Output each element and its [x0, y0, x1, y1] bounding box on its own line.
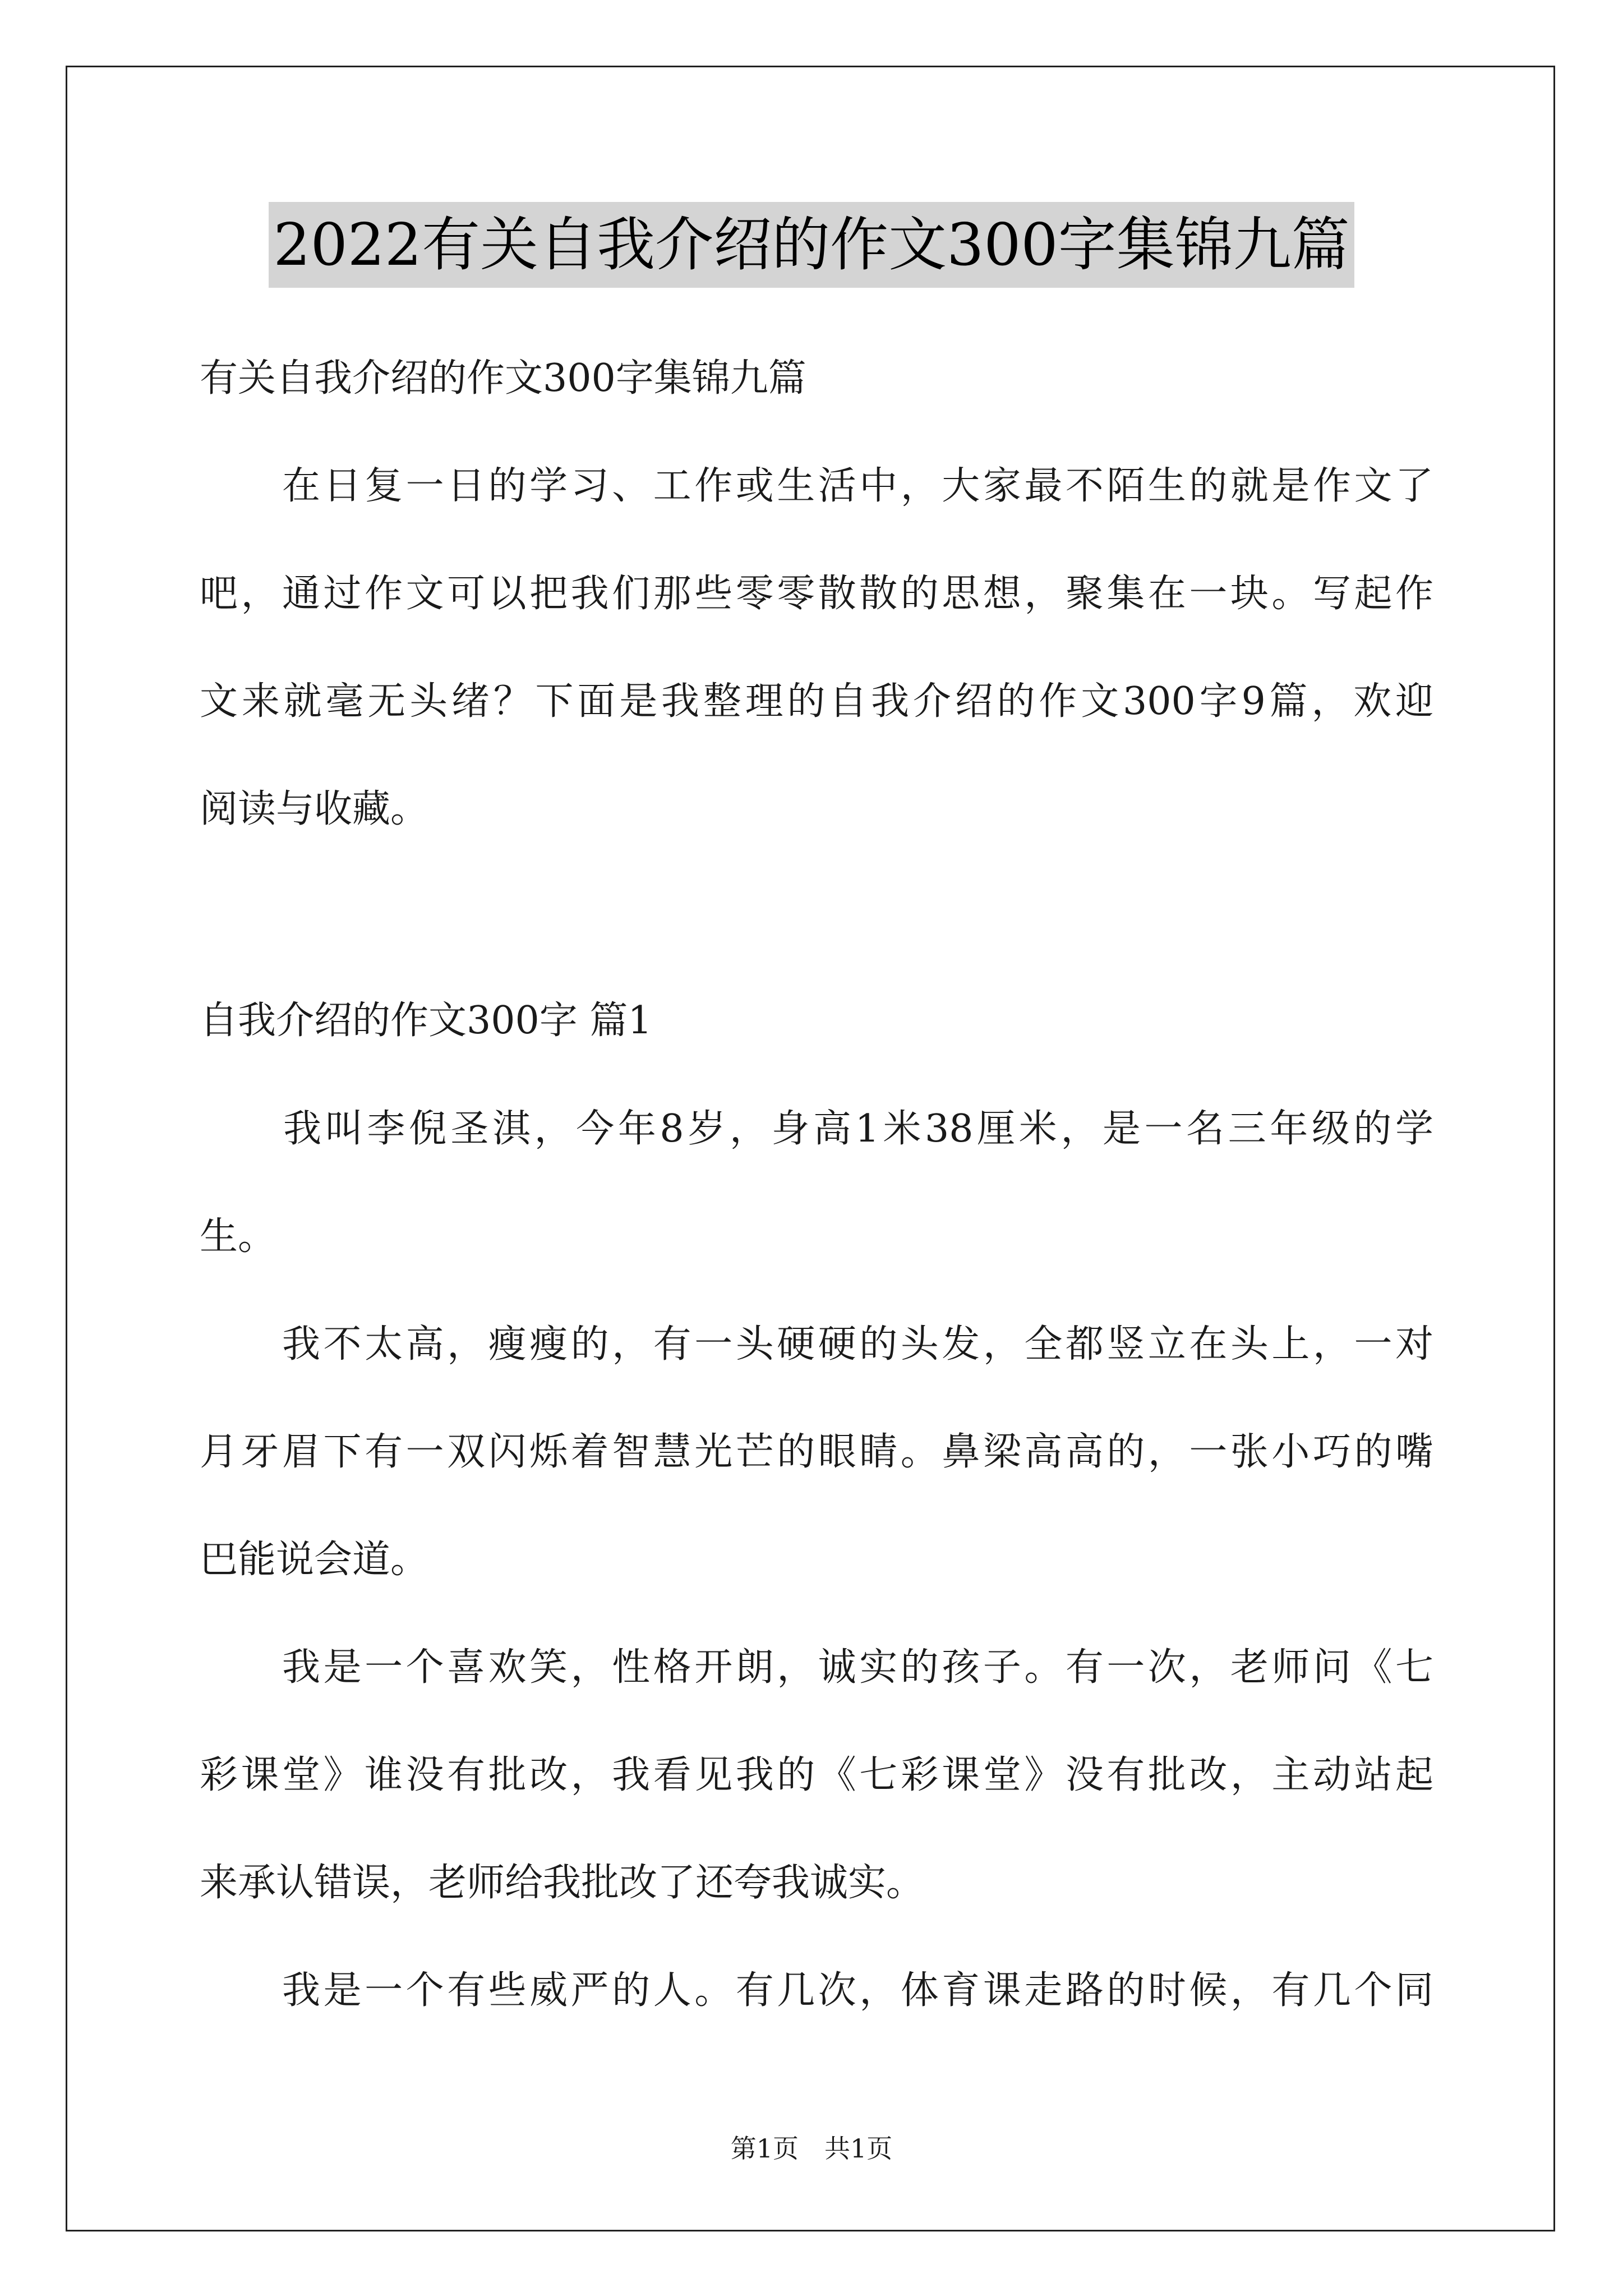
paragraph-line: 巴能说会道。	[200, 1538, 429, 1582]
paragraph-line: 彩课堂》谁没有批改，我看见我的《七彩课堂》没有批改，主动站起	[200, 1753, 1433, 1797]
paragraph-line: 月牙眉下有一双闪烁着智慧光芒的眼睛。鼻梁高高的，一张小巧的嘴	[200, 1430, 1433, 1474]
paragraph-line: 阅读与收藏。	[200, 787, 429, 831]
paragraph-line: 我叫李倪圣淇，今年8岁，身高1米38厘米，是一名三年级的学	[200, 1107, 1433, 1151]
paragraph-line: 来承认错误，老师给我批改了还夸我诚实。	[200, 1861, 925, 1905]
paragraph-line: 我不太高，瘦瘦的，有一头硬硬的头发，全都竖立在头上，一对	[200, 1322, 1433, 1366]
paragraph-line: 生。	[200, 1214, 276, 1259]
title-container	[0, 202, 1623, 288]
subtitle-line: 有关自我介绍的作文300字集锦九篇	[200, 356, 806, 401]
paragraph-line: 我是一个有些威严的人。有几次，体育课走路的时候，有几个同	[200, 1968, 1433, 2013]
paragraph-line: 吧，通过作文可以把我们那些零零散散的思想，聚集在一块。写起作	[200, 572, 1433, 616]
paragraph-line: 文来就毫无头绪？下面是我整理的自我介绍的作文300字9篇，欢迎	[200, 679, 1433, 724]
page-footer: 第1页 共1页	[730, 2133, 893, 2164]
paragraph-line: 在日复一日的学习、工作或生活中，大家最不陌生的就是作文了	[200, 464, 1433, 508]
section-heading: 自我介绍的作文300字 篇1	[200, 999, 652, 1043]
document-title: 2022有关自我介绍的作文300字集锦九篇	[269, 202, 1354, 288]
paragraph-line: 我是一个喜欢笑，性格开朗，诚实的孩子。有一次，老师问《七	[200, 1645, 1433, 1690]
